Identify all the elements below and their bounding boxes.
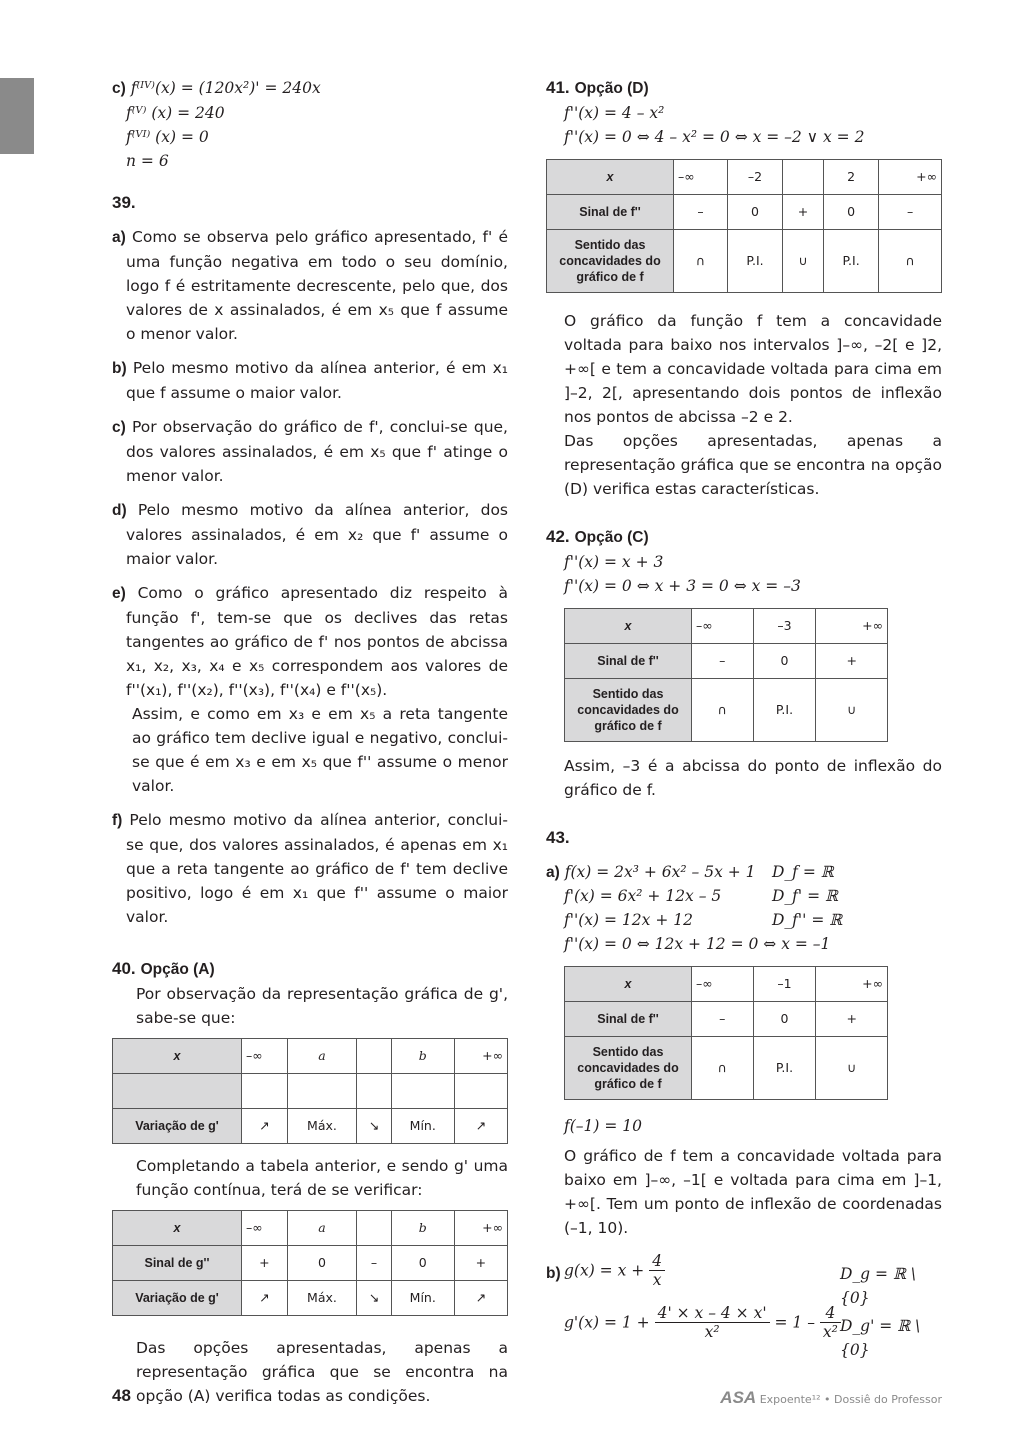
- equation-line: f⁽ᴵⱽ⁾(x) = (120x²)' = 240x: [130, 79, 321, 97]
- item-text: Pelo mesmo motivo da alínea anterior, dos valores assinalados, é em x₂ que f' assume o maior valor.: [126, 501, 508, 568]
- table-cell: ∩: [692, 1037, 754, 1100]
- list-item: [112, 415, 508, 488]
- side-tab-marker: [0, 78, 34, 154]
- table-header-cell: x: [113, 1039, 242, 1074]
- table-cell: ∩: [879, 230, 942, 293]
- item-label: c): [112, 80, 126, 97]
- item-text: Como se observa pelo gráfico apresentado, f' é uma função negativa em todo o seu domínio, logo f é estritamente decrescente, pelo que, dos valores de x assinalados, é em x₅ que f assume o menor valor.: [126, 228, 508, 343]
- table-cell: P.I.: [727, 230, 782, 293]
- table-cell: P.I.: [824, 230, 879, 293]
- equation-line: f''(x) = x + 3: [564, 553, 664, 571]
- table-header-cell: +∞: [879, 160, 942, 195]
- list-item: [112, 225, 508, 346]
- list-item: [112, 808, 508, 929]
- question-39-items: [112, 225, 508, 929]
- fraction-denominator: x²: [822, 1323, 838, 1341]
- table-header-cell: 2: [824, 160, 879, 195]
- table-cell: 0: [753, 644, 816, 679]
- item-label: d): [112, 502, 127, 519]
- question-40-conclusion: Das opções apresentadas, apenas a representação gráfica que se encontra na opção (A) verifica todas as condições.: [136, 1339, 508, 1405]
- question-42-option: Opção (C): [574, 529, 649, 546]
- table-cell: ↘: [357, 1109, 392, 1144]
- equation-line: n = 6: [126, 152, 169, 170]
- item-label: c): [112, 419, 126, 436]
- table-cell: ∩: [692, 679, 754, 742]
- fraction-denominator: x²: [704, 1323, 720, 1341]
- equation-line: f''(x) = 4 – x²: [564, 104, 665, 122]
- table-row-label: Sentido das concavidades do gráfico de f: [547, 230, 674, 293]
- table-cell: [242, 1074, 288, 1109]
- table-header-cell: a: [287, 1039, 356, 1074]
- table-header-cell: –∞: [242, 1211, 288, 1246]
- table-cell: ↗: [454, 1109, 507, 1144]
- question-43a-equations: [546, 860, 942, 956]
- domain-label: D_g = ℝ \ {0}: [840, 1265, 916, 1307]
- table-cell: Máx.: [287, 1109, 356, 1144]
- table-header-cell: –2: [727, 160, 782, 195]
- table-row-label: Sentido das concavidades do gráfico de f: [565, 1037, 692, 1100]
- item-text: Pelo mesmo motivo da alínea anterior, é em x₁ que f assume o maior valor.: [126, 359, 508, 402]
- table-cell: +: [816, 1002, 888, 1037]
- table-cell: +: [454, 1246, 507, 1281]
- table-cell: [454, 1074, 507, 1109]
- left-column: [112, 76, 508, 1408]
- fraction-numerator: 4: [820, 1304, 841, 1323]
- item-c-derivatives: [112, 76, 508, 173]
- domain-label: D_f' = ℝ: [772, 887, 838, 905]
- table-header-cell: b: [391, 1039, 454, 1074]
- page-number: 48: [112, 1386, 131, 1405]
- table-row-label: Sinal de g'': [113, 1246, 242, 1281]
- table-cell: 0: [391, 1246, 454, 1281]
- equation-part: g'(x) = 1 +: [564, 1313, 655, 1332]
- question-42-text: Assim, –3 é a abcissa do ponto de inflexão do gráfico de f.: [564, 757, 942, 799]
- table-header-cell: a: [287, 1211, 356, 1246]
- publisher-logo: ASA: [720, 1388, 757, 1407]
- domain-label: D_g' = ℝ \ {0}: [840, 1317, 921, 1359]
- question-number-43: 43.: [546, 828, 570, 847]
- item-label: e): [112, 585, 126, 602]
- table-row-label: Sinal de f'': [565, 1002, 692, 1037]
- book-title: Expoente¹² • Dossiê do Professor: [759, 1393, 942, 1406]
- item-text: Como o gráfico apresentado diz respeito à função f', tem-se que os declives das retas tangentes ao gráfico de f' nos pontos de abcissa x₁, x₂, x₃, x₄ e x₅ correspondem aos valores de f''(x₁), f''(x₂), f''(x₃), f''(x₄) e f''(x₅).: [126, 584, 508, 699]
- table-cell: ↗: [242, 1281, 288, 1316]
- table-cell: Mín.: [391, 1109, 454, 1144]
- table-cell: –: [692, 1002, 754, 1037]
- item-text: Assim, e como em x₃ e em x₅ a reta tangente ao gráfico tem declive igual e negativo, conclui-se que é em x₃ e em x₅ que f'' assume o menor valor.: [132, 705, 508, 795]
- question-number-39: 39.: [112, 193, 136, 212]
- question-43b-gprime: [546, 1304, 942, 1359]
- table-cell: +: [816, 644, 888, 679]
- question-40-intro: Por observação da representação gráfica de g', sabe-se que:: [136, 985, 508, 1027]
- table-header-cell: –1: [753, 967, 816, 1002]
- item-text: Pelo mesmo motivo da alínea anterior, conclui-se que, dos valores assinalados, é apenas em x₁ que a reta tangente ao gráfico de f' tem declive positivo, logo é em x₁ que f'' assume o maior valor.: [126, 811, 508, 926]
- table-header-cell: –∞: [674, 160, 728, 195]
- right-column: [546, 76, 942, 1359]
- table-header-cell: [357, 1039, 392, 1074]
- table-header-cell: x: [547, 160, 674, 195]
- domain-label: D_f'' = ℝ: [772, 911, 843, 929]
- fraction-numerator: 4: [649, 1252, 665, 1271]
- item-label: b): [546, 1265, 561, 1282]
- table-cell: [357, 1074, 392, 1109]
- table-cell: ↗: [242, 1109, 288, 1144]
- table-cell: ∪: [816, 679, 888, 742]
- table-cell: ∩: [674, 230, 728, 293]
- item-label: a): [112, 229, 126, 246]
- table-header-cell: +∞: [816, 609, 888, 644]
- variation-table-40b: [112, 1210, 508, 1316]
- footer-brand: [720, 1388, 942, 1408]
- table-header-cell: [783, 160, 824, 195]
- table-header-cell: x: [565, 967, 692, 1002]
- table-cell: 0: [727, 195, 782, 230]
- table-header-cell: +∞: [454, 1211, 507, 1246]
- table-cell: ∪: [816, 1037, 888, 1100]
- equation-line: f(x) = 2x³ + 6x² – 5x + 1: [564, 863, 756, 881]
- table-cell: –: [879, 195, 942, 230]
- table-header-cell: –∞: [242, 1039, 288, 1074]
- equation-line: f⁽ⱽᴵ⁾ (x) = 0: [126, 128, 209, 146]
- list-item: [112, 702, 508, 798]
- question-43b-g: [546, 1252, 942, 1307]
- variation-table-40a: [112, 1038, 508, 1144]
- table-header-cell: –3: [753, 609, 816, 644]
- question-number-40: 40.: [112, 959, 136, 978]
- table-cell: –: [357, 1246, 392, 1281]
- table-row-label: Sentido das concavidades do gráfico de f: [565, 679, 692, 742]
- list-item: [112, 356, 508, 405]
- table-cell: 0: [824, 195, 879, 230]
- equation-line: f''(x) = 12x + 12: [564, 911, 693, 929]
- table-cell: +: [783, 195, 824, 230]
- fraction-numerator: 4' × x – 4 × x': [655, 1304, 770, 1323]
- equation-line: f''(x) = 0 ⇔ x + 3 = 0 ⇔ x = –3: [564, 577, 801, 595]
- item-text: Por observação do gráfico de f', conclui-se que, dos valores assinalados, é em x₅ que f' atinge o menor valor.: [126, 418, 508, 485]
- fraction-denominator: x: [652, 1271, 662, 1289]
- table-header-cell: [357, 1211, 392, 1246]
- table-row-label: Sinal de f'': [547, 195, 674, 230]
- table-cell: ↘: [357, 1281, 392, 1316]
- equation-part: g(x) = x +: [564, 1261, 650, 1280]
- table-row-label: [113, 1074, 242, 1109]
- domain-label: D_f = ℝ: [772, 863, 834, 881]
- table-header-cell: –∞: [692, 609, 754, 644]
- table-cell: +: [242, 1246, 288, 1281]
- question-number-41: 41.: [546, 78, 570, 97]
- question-41-text-1: O gráfico da função f tem a concavidade voltada para baixo nos intervalos ]–∞, –2[ e ]2, +∞[ e tem a concavidade voltada para cima em ]–2, 2[, apresentando dois pontos de inflexão nos pontos de abcissa –2 e 2.: [564, 312, 942, 426]
- item-label: b): [112, 360, 127, 377]
- table-row-label: Variação de g': [113, 1109, 242, 1144]
- equation-line: f'(x) = 6x² + 12x – 5: [564, 887, 722, 905]
- equation-part: = 1 –: [769, 1313, 820, 1332]
- table-cell: ∪: [783, 230, 824, 293]
- table-cell: –: [692, 644, 754, 679]
- table-cell: P.I.: [753, 679, 816, 742]
- table-header-cell: x: [113, 1211, 242, 1246]
- table-header-cell: +∞: [816, 967, 888, 1002]
- concavity-table-42: [564, 608, 888, 742]
- question-43-text: O gráfico de f tem a concavidade voltada para baixo em ]–∞, –1[ e voltada para cima em ]–1, +∞[. Tem um ponto de inflexão de coordenadas (–1, 10).: [564, 1147, 942, 1237]
- table-cell: ↗: [454, 1281, 507, 1316]
- item-label: a): [546, 864, 560, 881]
- concavity-table-43: [564, 966, 888, 1100]
- table-cell: 0: [287, 1246, 356, 1281]
- concavity-table-41: [546, 159, 942, 293]
- question-40-middle: Completando a tabela anterior, e sendo g' uma função contínua, terá de se verificar:: [136, 1157, 508, 1199]
- table-header-cell: –∞: [692, 967, 754, 1002]
- table-cell: Máx.: [287, 1281, 356, 1316]
- table-header-cell: x: [565, 609, 692, 644]
- question-number-42: 42.: [546, 527, 570, 546]
- table-header-cell: +∞: [454, 1039, 507, 1074]
- table-cell: 0: [753, 1002, 816, 1037]
- table-cell: [391, 1074, 454, 1109]
- question-41-option: Opção (D): [574, 80, 649, 97]
- list-item: [112, 498, 508, 571]
- table-cell: [287, 1074, 356, 1109]
- table-cell: Mín.: [391, 1281, 454, 1316]
- list-item: [112, 581, 508, 702]
- table-header-cell: b: [391, 1211, 454, 1246]
- table-row-label: Variação de g': [113, 1281, 242, 1316]
- item-label: f): [112, 812, 123, 829]
- equation-line: f''(x) = 0 ⇔ 12x + 12 = 0 ⇔ x = –1: [564, 935, 831, 953]
- equation-line: f''(x) = 0 ⇔ 4 – x² = 0 ⇔ x = –2 ∨ x = 2: [564, 128, 865, 146]
- table-row-label: Sinal de f'': [565, 644, 692, 679]
- question-41-text-2: Das opções apresentadas, apenas a representação gráfica que se encontra na opção (D) verifica estas características.: [564, 432, 942, 498]
- question-43-value: f(–1) = 10: [564, 1117, 643, 1135]
- equation-line: f⁽ⱽ⁾ (x) = 240: [126, 104, 225, 122]
- table-cell: –: [674, 195, 728, 230]
- question-40-option: Opção (A): [140, 961, 215, 978]
- table-cell: P.I.: [753, 1037, 816, 1100]
